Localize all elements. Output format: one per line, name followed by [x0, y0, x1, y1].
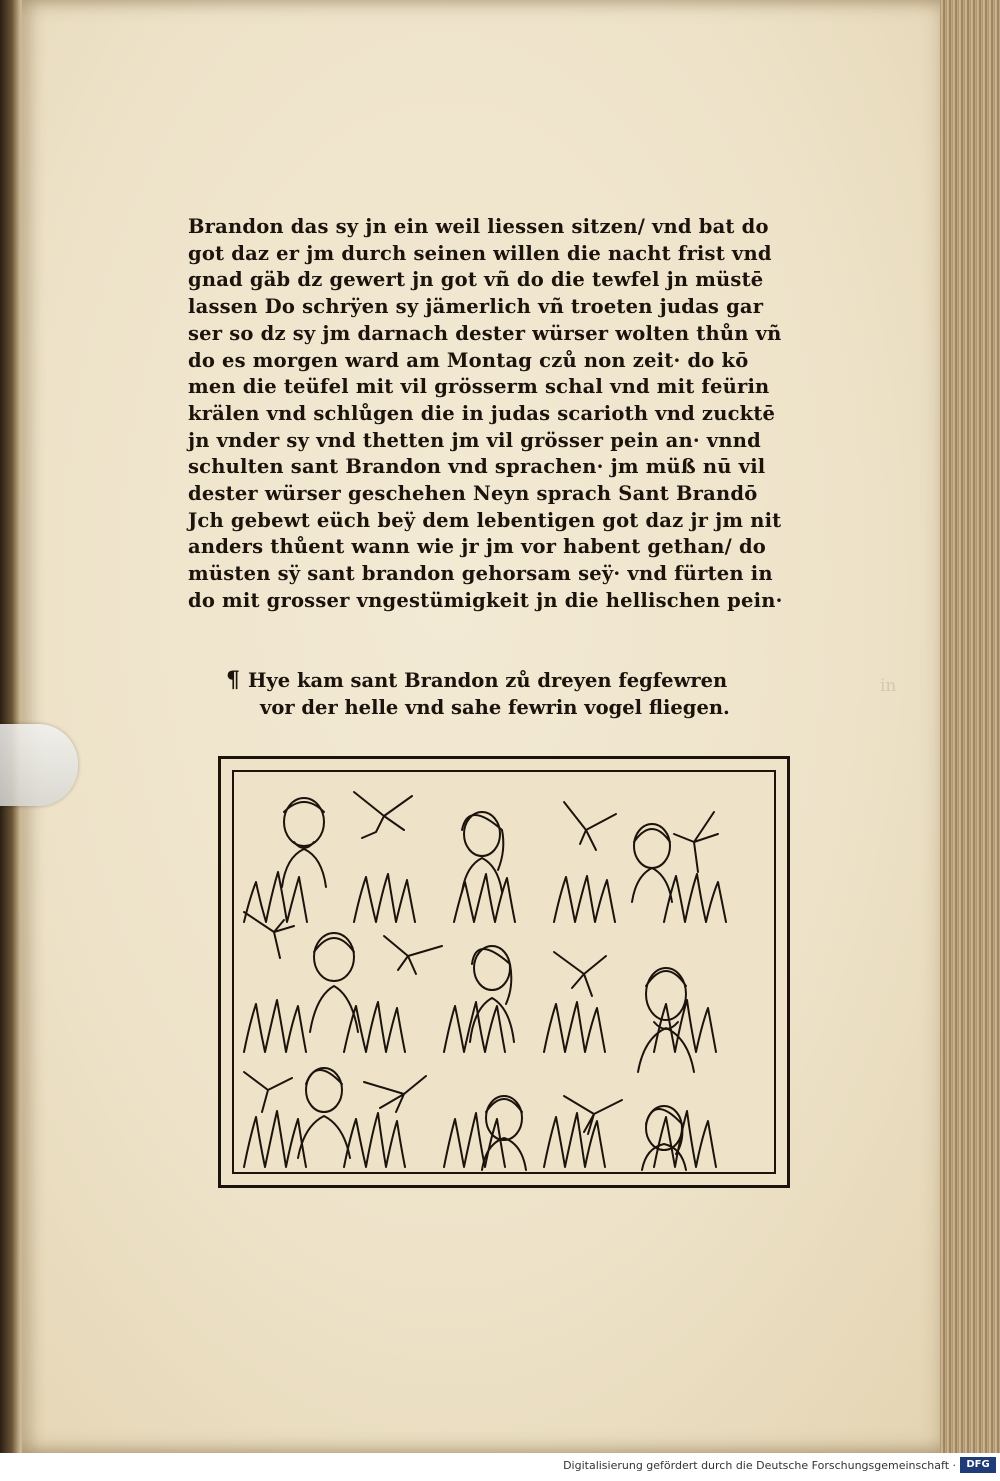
- body-text: [188, 214, 824, 615]
- soul-figures: [282, 798, 694, 1170]
- flames-row-1: [244, 872, 726, 922]
- text-line: ser so dz sy jm darnach dester würser wolten thůn vñ: [188, 321, 782, 345]
- page-clip: [0, 724, 78, 806]
- text-line: lassen Do schrÿen sy jämerlich vñ troeten judas gar: [188, 295, 764, 319]
- text-line: gnad gäb dz gewert jn got vñ do die tewfel jn müstē: [188, 268, 764, 292]
- text-line: anders thůent wann wie jr jm vor habent gethan/ do: [188, 535, 767, 559]
- caption-line-1: [226, 667, 826, 694]
- dfg-logo: DFG: [960, 1457, 996, 1473]
- text-line: schulten sant Brandon vnd sprachen· jm müß nū vil: [188, 455, 766, 479]
- text-line: do mit grosser vngestümigkeit jn die hellischen pein·: [188, 588, 783, 612]
- caption-text-2: vor der helle vnd sahe fewrin vogel fliegen.: [260, 696, 730, 719]
- text-line: müsten sÿ sant brandon gehorsam seÿ· vnd fürten in: [188, 562, 773, 586]
- bleed-through: in: [880, 676, 897, 696]
- text-line: got daz er jm durch seinen willen die nacht frist vnd: [188, 241, 772, 265]
- text-line: men die teüfel mit vil grösserm schal vnd mit feürin: [188, 375, 770, 399]
- text-line: krälen vnd schlůgen die in judas scarioth vnd zucktē: [188, 401, 776, 425]
- page-edges: [940, 0, 1000, 1453]
- text-line: jn vnder sy vnd thetten jm vil grösser pein an· vnnd: [188, 428, 761, 452]
- woodcut-caption: [226, 667, 826, 721]
- text-line: Jch gebewt eüch beÿ dem lebentigen got daz jr jm nit: [188, 508, 782, 532]
- caption-text-1: Hye kam sant Brandon zů dreyen fegfewren: [248, 669, 728, 692]
- pilcrow-mark: ¶: [226, 667, 240, 693]
- text-line: dester würser geschehen Neyn sprach Sant Brandō: [188, 482, 758, 506]
- woodcut-illustration: [234, 772, 774, 1172]
- footer-credit: Digitalisierung gefördert durch die Deutsche Forschungsgemeinschaft ·: [563, 1459, 956, 1472]
- text-line: Brandon das sy jn ein weil liessen sitzen/ vnd bat do: [188, 215, 769, 238]
- caption-line-2: [226, 694, 826, 721]
- text-line: do es morgen ward am Montag czů non zeit· do kō: [188, 348, 749, 372]
